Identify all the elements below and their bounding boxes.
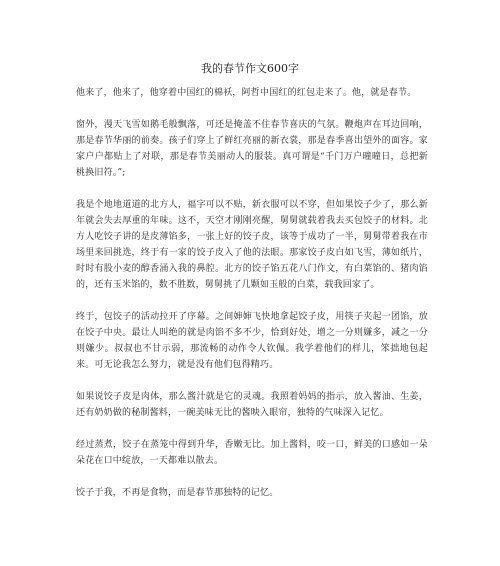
document-title: 我的春节作文600字 bbox=[201, 62, 299, 75]
paragraph-1: 他来了，他来了，他穿着中国红的棉袄，阿哲中国红的红包走来了。他，就是春节。 bbox=[76, 88, 417, 98]
document-body bbox=[76, 85, 428, 517]
paragraph-5: 如果说饺子皮是肉体，那么酱汁就是它的灵魂。我照着妈妈的指示，放入酱油、生姜，还有奶奶做的秘制酱料，一碗美味无比的酱映入眼帘，独特的气味深入记忆。 bbox=[76, 392, 428, 418]
paragraph-6: 经过蒸煮，饺子在蒸笼中得到升华，香嫩无比。加上酱料，咬一口，鲜美的口感如一朵朵花在口中绽放，一天都难以散去。 bbox=[76, 440, 428, 466]
paragraph-7: 饺子于我，不再是食物，而是春节那独特的记忆。 bbox=[76, 488, 279, 498]
paragraph-4: 终于，包饺子的活动拉开了序幕。之间婶婶飞快地拿起饺子皮，用筷子夹起一团馅，放在饺子中央。最让人叫绝的就是肉馅不多不少，恰到好处，增之一分则嫌多，减之一分则嫌少。叔叔也不甘示弱，那流畅的动作令人钦佩。我学着他们的样儿，笨拙地包起来。可无论我怎么努力，就是没有他们包得精巧。 bbox=[76, 312, 428, 370]
paragraph-3: 我是个地地道道的北方人，福字可以不贴，新衣服可以不穿，但如果饺子少了，那么新年就会失去厚重的年味。这不，天空才刚刚亮醒，舅舅就载着我去买包饺子的材料。北方人吃饺子讲的是皮薄馅多，一张上好的饺子皮，该等于成功了一半，舅舅带着我在市场里来回挑选，终于有一家的饺子皮入了他的法眼。那家饺子皮白如飞雪，薄如纸片，时时有股小麦的醇香涌入我的鼻腔。北方的饺子馅五花八门作文，有白菜馅的、猪肉馅的，还有玉米馅的，数不胜数，舅舅挑了几颗如玉般的白菜，载我回家了。 bbox=[76, 200, 428, 290]
paragraph-2: 窗外，漫天飞雪如鹅毛般飘落，可还是掩盖不住春节喜庆的气氛。鞭炮声在耳边回响，那是春节华丽的前奏。孩子们穿上了鲜红亮丽的新衣裳，那是春季喜出望外的面容。家家户户都贴上了对联，那是春节美丽动人的服装。真可谓是“千门万户曈曈日，总把新桃换旧符。”; bbox=[76, 120, 428, 178]
